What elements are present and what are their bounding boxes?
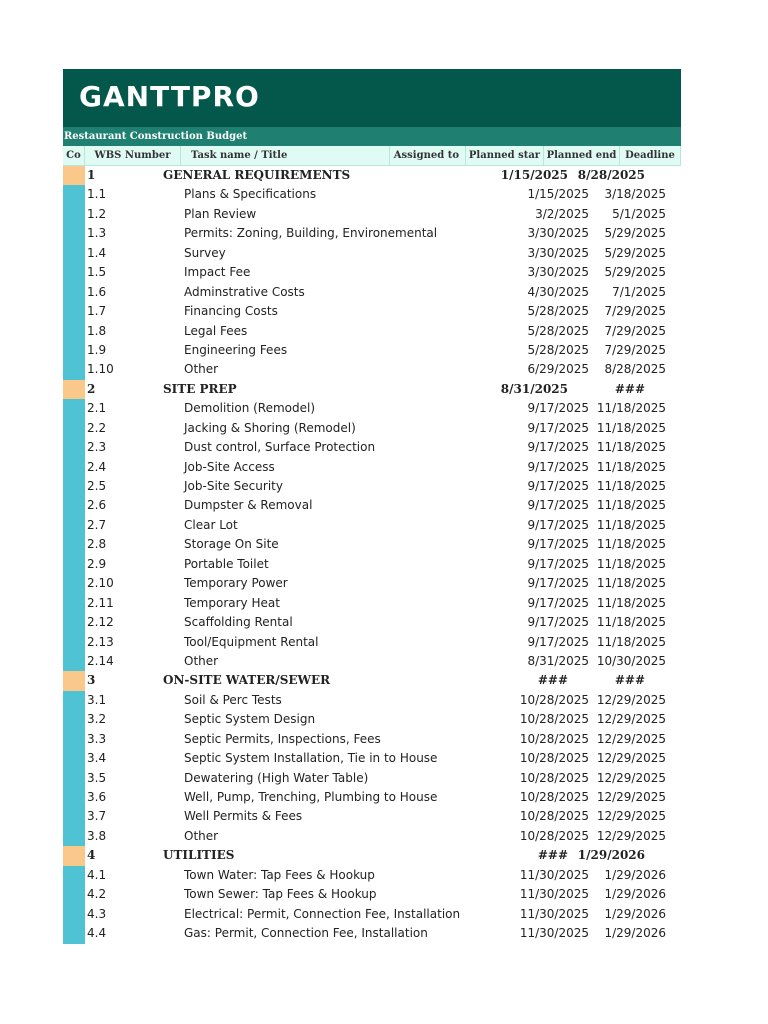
task-row[interactable]	[63, 399, 681, 418]
task-color-marker[interactable]	[63, 185, 85, 204]
task-row[interactable]	[63, 652, 681, 671]
task-color-marker[interactable]	[63, 419, 85, 438]
task-color-marker[interactable]	[63, 730, 85, 749]
group-row[interactable]	[63, 380, 681, 399]
wbs-cell[interactable]: 1.3	[87, 226, 107, 241]
planned-start-cell[interactable]: 3/30/2025	[527, 265, 589, 280]
wbs-cell[interactable]: 3.6	[87, 790, 107, 804]
task-color-marker[interactable]	[63, 769, 85, 788]
task-row[interactable]	[63, 516, 681, 535]
wbs-cell[interactable]: 4.4	[87, 926, 107, 941]
task-name-cell[interactable]: Soil & Perc Tests	[184, 692, 282, 707]
wbs-cell[interactable]: 1.10	[87, 362, 114, 377]
task-row[interactable]	[63, 477, 681, 496]
task-color-marker[interactable]	[63, 710, 85, 729]
task-color-marker[interactable]	[63, 360, 85, 379]
column-header-wbs[interactable]: WBS Number	[85, 146, 181, 166]
task-row[interactable]	[63, 710, 681, 729]
planned-end-cell[interactable]: 12/29/2025	[596, 692, 666, 707]
wbs-cell[interactable]: 4.3	[87, 906, 107, 921]
group-color-marker[interactable]	[63, 671, 85, 690]
planned-start-cell[interactable]: 11/30/2025	[519, 906, 589, 921]
planned-end-cell[interactable]: 1/29/2026	[577, 848, 645, 863]
planned-start-cell[interactable]: 9/17/2025	[527, 479, 589, 493]
planned-end-cell[interactable]: 3/18/2025	[604, 187, 666, 202]
planned-start-cell[interactable]: 9/17/2025	[527, 401, 589, 416]
planned-start-cell[interactable]: 9/17/2025	[527, 576, 589, 591]
task-color-marker[interactable]	[63, 438, 85, 457]
task-row[interactable]	[63, 730, 681, 749]
task-name-cell[interactable]: Demolition (Remodel)	[184, 401, 316, 416]
task-color-marker[interactable]	[63, 574, 85, 593]
task-row[interactable]	[63, 244, 681, 263]
wbs-cell[interactable]: 1.2	[87, 206, 107, 221]
planned-start-cell[interactable]: 8/31/2025	[500, 381, 568, 396]
task-name-cell[interactable]: Permits: Zoning, Building, Environemental	[184, 226, 438, 241]
task-name-cell[interactable]: Job-Site Access	[184, 459, 275, 474]
task-name-cell[interactable]: Plans & Specifications	[184, 187, 317, 202]
planned-start-cell[interactable]: 10/28/2025	[519, 790, 589, 804]
task-color-marker[interactable]	[63, 496, 85, 515]
task-row[interactable]	[63, 438, 681, 457]
task-name-cell[interactable]: Temporary Heat	[184, 595, 280, 610]
task-name-cell[interactable]: Other	[184, 828, 219, 843]
task-color-marker[interactable]	[63, 477, 85, 496]
wbs-cell[interactable]: 1.1	[87, 187, 107, 202]
planned-start-cell[interactable]: 9/17/2025	[527, 498, 589, 513]
task-name-cell[interactable]: Dumpster & Removal	[184, 498, 313, 513]
task-row[interactable]	[63, 885, 681, 904]
task-name-cell[interactable]: Well, Pump, Trenching, Plumbing to House	[184, 790, 438, 804]
task-name-cell[interactable]: Job-Site Security	[184, 479, 283, 493]
task-name-cell[interactable]: SITE PREP	[163, 381, 237, 396]
planned-start-cell[interactable]: 8/31/2025	[527, 653, 589, 668]
planned-start-cell[interactable]: 9/17/2025	[527, 440, 589, 455]
task-row[interactable]	[63, 905, 681, 924]
planned-end-cell[interactable]: 5/1/2025	[612, 206, 666, 221]
planned-end-cell[interactable]: 11/18/2025	[596, 479, 666, 493]
task-color-marker[interactable]	[63, 905, 85, 924]
task-color-marker[interactable]	[63, 924, 85, 943]
planned-end-cell[interactable]: 1/29/2026	[604, 906, 666, 921]
task-color-marker[interactable]	[63, 399, 85, 418]
planned-start-cell[interactable]: ###	[537, 848, 568, 863]
planned-end-cell[interactable]: 11/18/2025	[596, 615, 666, 630]
planned-end-cell[interactable]: 5/29/2025	[604, 245, 666, 260]
task-row[interactable]	[63, 633, 681, 652]
wbs-cell[interactable]: 3.2	[87, 712, 107, 727]
task-color-marker[interactable]	[63, 205, 85, 224]
planned-end-cell[interactable]: 7/29/2025	[604, 323, 666, 338]
planned-end-cell[interactable]: 1/29/2026	[604, 887, 666, 902]
planned-start-cell[interactable]: ###	[537, 673, 568, 688]
wbs-cell[interactable]: 2.4	[87, 459, 107, 474]
wbs-cell[interactable]: 1.5	[87, 265, 107, 280]
planned-start-cell[interactable]: 11/30/2025	[519, 867, 589, 882]
planned-end-cell[interactable]: 12/29/2025	[596, 828, 666, 843]
task-row[interactable]	[63, 419, 681, 438]
task-color-marker[interactable]	[63, 749, 85, 768]
planned-end-cell[interactable]: 1/29/2026	[604, 926, 666, 941]
task-name-cell[interactable]: Other	[184, 362, 219, 377]
task-name-cell[interactable]: Jacking & Shoring (Remodel)	[184, 420, 356, 435]
wbs-cell[interactable]: 2.1	[87, 401, 107, 416]
task-row[interactable]	[63, 613, 681, 632]
wbs-cell[interactable]: 2.12	[87, 615, 114, 630]
task-color-marker[interactable]	[63, 652, 85, 671]
task-name-cell[interactable]: Plan Review	[184, 206, 257, 221]
planned-end-cell[interactable]: 11/18/2025	[596, 595, 666, 610]
task-name-cell[interactable]: Impact Fee	[184, 265, 251, 280]
planned-end-cell[interactable]: 12/29/2025	[596, 790, 666, 804]
planned-start-cell[interactable]: 9/17/2025	[527, 537, 589, 552]
spreadsheet	[63, 69, 681, 944]
planned-start-cell[interactable]: 6/29/2025	[527, 362, 589, 377]
ganttpro-banner	[63, 69, 681, 127]
planned-start-cell[interactable]: 9/17/2025	[527, 615, 589, 630]
task-color-marker[interactable]	[63, 613, 85, 632]
task-row[interactable]	[63, 341, 681, 360]
planned-start-cell[interactable]: 9/17/2025	[527, 556, 589, 571]
wbs-cell[interactable]: 4	[87, 848, 96, 863]
task-color-marker[interactable]	[63, 283, 85, 302]
task-color-marker[interactable]	[63, 788, 85, 807]
task-color-marker[interactable]	[63, 322, 85, 341]
task-name-cell[interactable]: Septic System Design	[184, 712, 316, 727]
planned-start-cell[interactable]: 10/28/2025	[519, 770, 589, 785]
wbs-cell[interactable]: 2.14	[87, 653, 114, 668]
planned-end-cell[interactable]: 11/18/2025	[596, 537, 666, 552]
column-header-color[interactable]: Co	[63, 146, 85, 166]
task-row[interactable]	[63, 185, 681, 204]
group-color-marker[interactable]	[63, 166, 85, 185]
task-table-body	[63, 166, 681, 944]
planned-end-cell[interactable]: 11/18/2025	[596, 498, 666, 513]
planned-end-cell[interactable]: 11/18/2025	[596, 634, 666, 649]
task-row[interactable]	[63, 924, 681, 943]
task-name-cell[interactable]: Tool/Equipment Rental	[184, 634, 319, 649]
task-row[interactable]	[63, 302, 681, 321]
planned-start-cell[interactable]: 9/17/2025	[527, 420, 589, 435]
wbs-cell[interactable]: 2.13	[87, 634, 114, 649]
wbs-cell[interactable]: 3.7	[87, 809, 107, 824]
planned-end-cell[interactable]: 12/29/2025	[596, 712, 666, 727]
planned-end-cell[interactable]: 7/29/2025	[604, 304, 666, 319]
planned-end-cell[interactable]: 5/29/2025	[604, 265, 666, 280]
task-color-marker[interactable]	[63, 458, 85, 477]
task-name-cell[interactable]: Storage On Site	[184, 537, 279, 552]
task-color-marker[interactable]	[63, 263, 85, 282]
task-row[interactable]	[63, 769, 681, 788]
task-color-marker[interactable]	[63, 555, 85, 574]
wbs-cell[interactable]: 2.8	[87, 537, 107, 552]
planned-end-cell[interactable]: ###	[614, 381, 645, 396]
task-row[interactable]	[63, 807, 681, 826]
task-name-cell[interactable]: UTILITIES	[163, 848, 235, 863]
wbs-cell[interactable]: 3.5	[87, 770, 107, 785]
task-name-cell[interactable]: Dust control, Surface Protection	[184, 440, 376, 455]
wbs-cell[interactable]: 1.4	[87, 245, 107, 260]
planned-end-cell[interactable]: 11/18/2025	[596, 576, 666, 591]
task-name-cell[interactable]: Town Sewer: Tap Fees & Hookup	[184, 887, 377, 902]
task-row[interactable]	[63, 458, 681, 477]
planned-start-cell[interactable]: 5/28/2025	[527, 304, 589, 319]
task-name-cell[interactable]: Legal Fees	[184, 323, 248, 338]
planned-start-cell[interactable]: 10/28/2025	[519, 712, 589, 727]
task-color-marker[interactable]	[63, 866, 85, 885]
wbs-cell[interactable]: 2	[87, 381, 96, 396]
planned-start-cell[interactable]: 10/28/2025	[519, 751, 589, 766]
group-color-marker[interactable]	[63, 846, 85, 865]
planned-start-cell[interactable]: 3/2/2025	[535, 206, 589, 221]
planned-start-cell[interactable]: 11/30/2025	[519, 887, 589, 902]
wbs-cell[interactable]: 3.3	[87, 731, 107, 746]
wbs-cell[interactable]: 2.2	[87, 420, 107, 435]
task-row[interactable]	[63, 360, 681, 379]
task-name-cell[interactable]: ON-SITE WATER/SEWER	[163, 673, 331, 688]
column-header-task[interactable]: Task name / Title	[181, 146, 390, 166]
task-row[interactable]	[63, 749, 681, 768]
task-name-cell[interactable]: Septic Permits, Inspections, Fees	[184, 731, 381, 746]
task-name-cell[interactable]: Financing Costs	[184, 304, 278, 319]
planned-start-cell[interactable]: 10/28/2025	[519, 809, 589, 824]
planned-start-cell[interactable]: 9/17/2025	[527, 595, 589, 610]
planned-start-cell[interactable]: 3/30/2025	[527, 245, 589, 260]
wbs-cell[interactable]: 2.3	[87, 440, 107, 455]
wbs-cell[interactable]: 3.8	[87, 828, 107, 843]
column-header-row	[63, 146, 681, 166]
task-name-cell[interactable]: Town Water: Tap Fees & Hookup	[184, 867, 375, 882]
ganttpro-logo: GANTTPRO	[79, 80, 260, 113]
task-color-marker[interactable]	[63, 302, 85, 321]
task-color-marker[interactable]	[63, 885, 85, 904]
task-row[interactable]	[63, 496, 681, 515]
planned-end-cell[interactable]: 11/18/2025	[596, 401, 666, 416]
task-color-marker[interactable]	[63, 341, 85, 360]
planned-end-cell[interactable]: 8/28/2025	[604, 362, 666, 377]
group-row[interactable]	[63, 671, 681, 690]
planned-end-cell[interactable]: 12/29/2025	[596, 751, 666, 766]
task-name-cell[interactable]: Engineering Fees	[184, 342, 288, 357]
sheet-title: Restaurant Construction Budget	[63, 127, 681, 146]
task-name-cell[interactable]: GENERAL REQUIREMENTS	[163, 168, 351, 182]
planned-start-cell[interactable]: 10/28/2025	[519, 731, 589, 746]
task-color-marker[interactable]	[63, 516, 85, 535]
column-header-planned-end[interactable]: Planned end	[544, 146, 620, 166]
wbs-cell[interactable]: 1	[87, 168, 96, 182]
planned-end-cell[interactable]: 7/29/2025	[604, 342, 666, 357]
task-name-cell[interactable]: Portable Toilet	[184, 556, 269, 571]
task-color-marker[interactable]	[63, 224, 85, 243]
wbs-cell[interactable]: 1.6	[87, 284, 107, 299]
task-row[interactable]	[63, 788, 681, 807]
task-name-cell[interactable]: Survey	[184, 245, 226, 260]
wbs-cell[interactable]: 1.9	[87, 342, 107, 357]
wbs-cell[interactable]: 3.1	[87, 692, 107, 707]
planned-start-cell[interactable]: 9/17/2025	[527, 459, 589, 474]
wbs-cell[interactable]: 2.6	[87, 498, 107, 513]
task-name-cell[interactable]: Clear Lot	[184, 517, 238, 532]
planned-start-cell[interactable]: 9/17/2025	[527, 517, 589, 532]
group-color-marker[interactable]	[63, 380, 85, 399]
wbs-cell[interactable]: 3.4	[87, 751, 107, 766]
task-color-marker[interactable]	[63, 535, 85, 554]
planned-start-cell[interactable]: 1/15/2025	[527, 187, 589, 202]
column-header-deadline[interactable]: Deadline	[620, 146, 681, 166]
task-name-cell[interactable]: Electrical: Permit, Connection Fee, Installation	[184, 906, 461, 921]
task-name-cell[interactable]: Scaffolding Rental	[184, 615, 293, 630]
planned-end-cell[interactable]: 5/29/2025	[604, 226, 666, 241]
task-row[interactable]	[63, 866, 681, 885]
column-header-planned-start[interactable]: Planned star	[466, 146, 544, 166]
planned-end-cell[interactable]: 12/29/2025	[596, 731, 666, 746]
task-color-marker[interactable]	[63, 633, 85, 652]
task-row[interactable]	[63, 555, 681, 574]
wbs-cell[interactable]: 4.1	[87, 867, 107, 882]
task-color-marker[interactable]	[63, 827, 85, 846]
wbs-cell[interactable]: 2.5	[87, 479, 107, 493]
column-header-assigned[interactable]: Assigned to	[390, 146, 466, 166]
planned-end-cell[interactable]: 11/18/2025	[596, 420, 666, 435]
planned-start-cell[interactable]: 5/28/2025	[527, 323, 589, 338]
planned-start-cell[interactable]: 5/28/2025	[527, 342, 589, 357]
task-color-marker[interactable]	[63, 244, 85, 263]
planned-end-cell[interactable]: 1/29/2026	[604, 867, 666, 882]
planned-start-cell[interactable]: 3/30/2025	[527, 226, 589, 241]
wbs-cell[interactable]: 2.7	[87, 517, 107, 532]
wbs-cell[interactable]: 2.10	[87, 576, 114, 591]
task-name-cell[interactable]: Septic System Installation, Tie in to House	[184, 751, 438, 766]
planned-end-cell[interactable]: 11/18/2025	[596, 556, 666, 571]
task-row[interactable]	[63, 535, 681, 554]
planned-end-cell[interactable]: 7/1/2025	[612, 284, 666, 299]
task-color-marker[interactable]	[63, 807, 85, 826]
planned-end-cell[interactable]: 10/30/2025	[596, 653, 666, 668]
wbs-cell[interactable]: 1.8	[87, 323, 107, 338]
task-row[interactable]	[63, 263, 681, 282]
task-row[interactable]	[63, 594, 681, 613]
planned-start-cell[interactable]: 9/17/2025	[527, 634, 589, 649]
planned-end-cell[interactable]: ###	[614, 673, 645, 688]
wbs-cell[interactable]: 1.7	[87, 304, 107, 319]
wbs-cell[interactable]: 2.11	[87, 595, 114, 610]
planned-end-cell[interactable]: 11/18/2025	[596, 459, 666, 474]
planned-end-cell[interactable]: 11/18/2025	[596, 517, 666, 532]
planned-start-cell[interactable]: 1/15/2025	[500, 168, 568, 182]
task-row[interactable]	[63, 827, 681, 846]
task-color-marker[interactable]	[63, 594, 85, 613]
planned-start-cell[interactable]: 11/30/2025	[519, 926, 589, 941]
task-row[interactable]	[63, 322, 681, 341]
planned-end-cell[interactable]: 11/18/2025	[596, 440, 666, 455]
task-row[interactable]	[63, 205, 681, 224]
group-row[interactable]	[63, 166, 681, 185]
planned-start-cell[interactable]: 10/28/2025	[519, 692, 589, 707]
planned-start-cell[interactable]: 10/28/2025	[519, 828, 589, 843]
planned-start-cell[interactable]: 4/30/2025	[527, 284, 589, 299]
task-row[interactable]	[63, 224, 681, 243]
task-name-cell[interactable]: Well Permits & Fees	[184, 809, 303, 824]
wbs-cell[interactable]: 3	[87, 673, 96, 688]
planned-end-cell[interactable]: 12/29/2025	[596, 809, 666, 824]
group-row[interactable]	[63, 846, 681, 865]
task-row[interactable]	[63, 283, 681, 302]
task-color-marker[interactable]	[63, 691, 85, 710]
task-name-cell[interactable]: Other	[184, 653, 219, 668]
task-name-cell[interactable]: Dewatering (High Water Table)	[184, 770, 369, 785]
planned-end-cell[interactable]: 8/28/2025	[577, 168, 645, 182]
task-name-cell[interactable]: Adminstrative Costs	[184, 284, 305, 299]
task-name-cell[interactable]: Temporary Power	[184, 576, 288, 591]
planned-end-cell[interactable]: 12/29/2025	[596, 770, 666, 785]
wbs-cell[interactable]: 4.2	[87, 887, 107, 902]
wbs-cell[interactable]: 2.9	[87, 556, 107, 571]
task-row[interactable]	[63, 691, 681, 710]
task-row[interactable]	[63, 574, 681, 593]
task-name-cell[interactable]: Gas: Permit, Connection Fee, Installation	[184, 926, 428, 941]
